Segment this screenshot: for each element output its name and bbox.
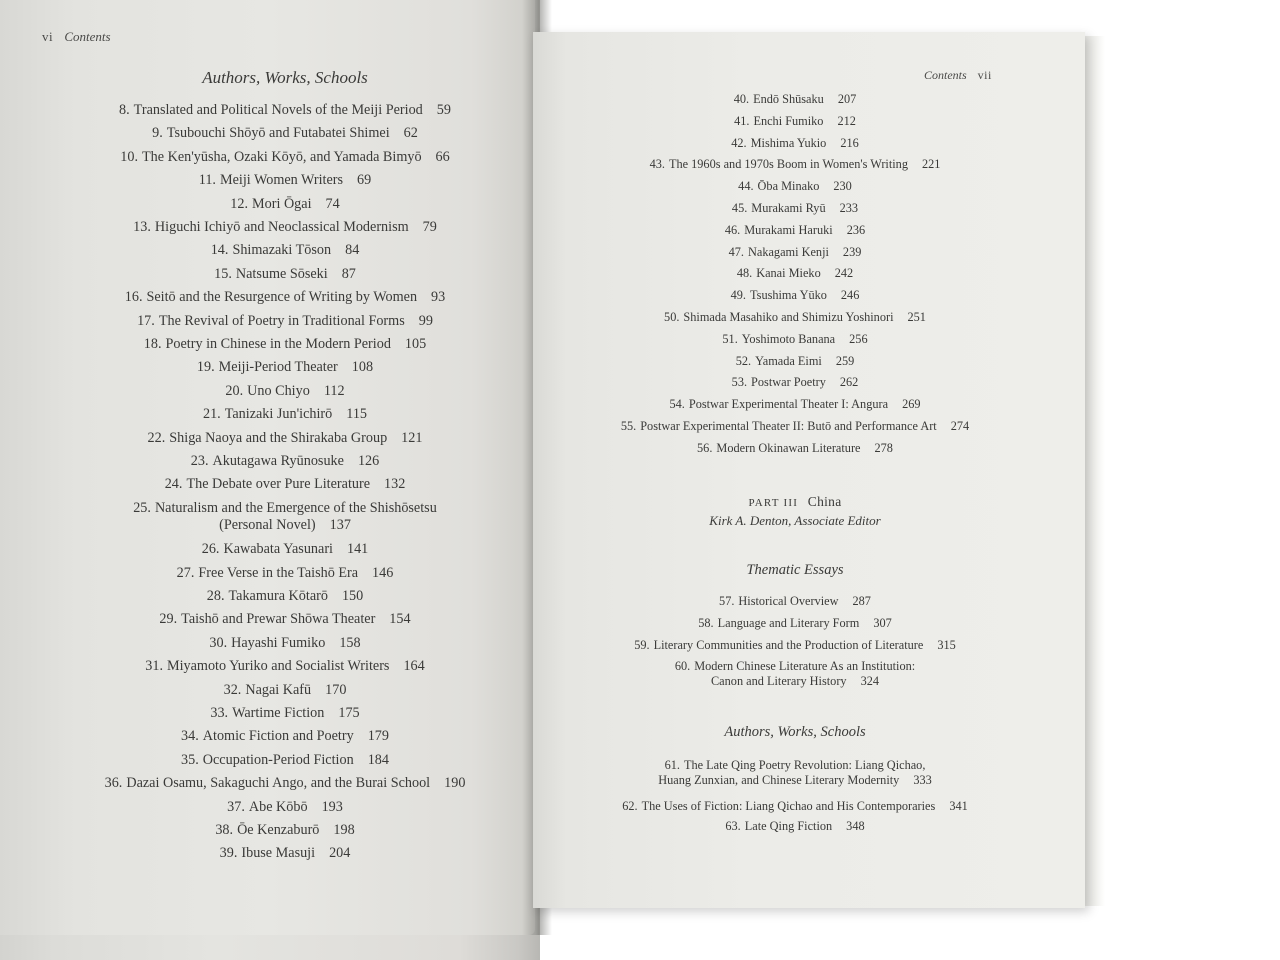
toc-entry bbox=[40, 822, 530, 839]
entry-number: 60. bbox=[674, 659, 691, 674]
entry-title: Endō Shūsaku bbox=[753, 92, 824, 106]
toc-entry bbox=[40, 430, 530, 447]
entry-title: Atomic Fiction and Poetry bbox=[202, 728, 354, 745]
entry-page-number: 150 bbox=[341, 588, 364, 604]
toc-entry bbox=[40, 383, 530, 400]
entry-title: Yamada Eimi bbox=[755, 353, 822, 368]
toc-entry bbox=[40, 565, 530, 582]
entry-page-number: 84 bbox=[345, 242, 360, 259]
toc-entry bbox=[40, 845, 530, 862]
entry-number: 29. bbox=[159, 611, 178, 628]
toc-entry bbox=[40, 102, 530, 119]
entry-number: 44. bbox=[738, 179, 754, 194]
entry-number: 48. bbox=[736, 266, 753, 281]
toc-entry bbox=[580, 223, 1010, 238]
entry-page-number: 274 bbox=[950, 419, 970, 433]
entry-page-number: 87 bbox=[341, 265, 356, 282]
entry-page-number: 216 bbox=[840, 135, 859, 150]
entry-number: 45. bbox=[731, 201, 748, 215]
entry-page-number: 93 bbox=[431, 289, 446, 306]
part-editor: Kirk A. Denton, Associate Editor bbox=[709, 513, 881, 528]
entry-number: 59. bbox=[634, 637, 650, 652]
part-label: PART III bbox=[748, 497, 799, 509]
entry-number: 41. bbox=[734, 113, 750, 128]
entry-number: 33. bbox=[210, 705, 229, 721]
toc-entry bbox=[40, 313, 530, 330]
entry-title: Mishima Yukio bbox=[750, 135, 827, 150]
entry-page-number: 236 bbox=[846, 222, 866, 237]
toc-entry bbox=[40, 658, 530, 675]
entry-number: 24. bbox=[164, 476, 183, 493]
entry-number: 10. bbox=[120, 148, 138, 165]
entry-number: 56. bbox=[697, 440, 713, 455]
entry-page-number: 348 bbox=[846, 819, 865, 833]
entry-number: 34. bbox=[181, 728, 199, 745]
entry-page-number: 239 bbox=[842, 244, 862, 259]
entry-page-number: 132 bbox=[384, 476, 406, 493]
entry-number: 42. bbox=[731, 135, 747, 150]
toc-entry bbox=[40, 149, 530, 166]
entry-title: Kanai Mieko bbox=[756, 266, 821, 281]
toc-entry bbox=[580, 397, 1010, 412]
entry-title: Tsushima Yūko bbox=[750, 288, 827, 303]
toc-entry bbox=[40, 289, 530, 306]
entry-page-number: 287 bbox=[852, 594, 871, 608]
entry-title: Uno Chiyo bbox=[247, 382, 310, 399]
toc-entry bbox=[40, 336, 530, 353]
entry-title: Postwar Experimental Theater II: Butō and Performance Art bbox=[640, 419, 937, 433]
entry-page-number: 269 bbox=[902, 397, 921, 412]
toc-entry bbox=[580, 375, 1010, 390]
entry-page-number: 115 bbox=[346, 406, 368, 423]
entry-title: Kawabata Yasunari bbox=[223, 541, 333, 558]
toc-entry bbox=[40, 611, 530, 628]
entry-number: 9. bbox=[152, 125, 163, 142]
entry-number: 18. bbox=[143, 336, 162, 352]
toc-entry bbox=[580, 616, 1010, 631]
toc-entry bbox=[580, 157, 1010, 172]
toc-entry bbox=[580, 179, 1010, 194]
entry-number: 53. bbox=[731, 375, 748, 390]
toc-entry bbox=[580, 758, 1010, 788]
entry-page-number: 158 bbox=[339, 634, 361, 651]
toc-entry bbox=[580, 310, 1010, 325]
entry-number: 20. bbox=[225, 382, 244, 399]
entry-first-line bbox=[40, 500, 530, 517]
toc-entry bbox=[580, 638, 1010, 653]
entry-page-number: 324 bbox=[860, 674, 880, 689]
entry-title: Taishō and Prewar Shōwa Theater bbox=[181, 611, 376, 628]
toc-entry bbox=[40, 266, 530, 283]
entry-title: The Late Qing Poetry Revolution: Liang Qichao, bbox=[683, 758, 926, 772]
entry-number: 38. bbox=[215, 822, 234, 838]
entry-page-number: 333 bbox=[913, 773, 932, 787]
entry-number: 39. bbox=[219, 845, 238, 862]
toc-entry bbox=[580, 288, 1010, 303]
entry-page-number: 105 bbox=[404, 336, 427, 352]
entry-title-continued: Canon and Literary History bbox=[710, 674, 847, 689]
entry-title: Postwar Poetry bbox=[751, 375, 826, 390]
entry-second-line bbox=[40, 517, 530, 534]
entry-title: Ōba Minako bbox=[757, 179, 820, 194]
entry-page-number: 141 bbox=[346, 541, 369, 558]
entry-page-number: 112 bbox=[323, 382, 345, 399]
entry-title: The 1960s and 1970s Boom in Women's Writing bbox=[668, 157, 908, 172]
entry-number: 47. bbox=[728, 244, 744, 259]
entry-number: 14. bbox=[210, 242, 229, 259]
toc-entry bbox=[580, 201, 1010, 216]
entry-page-number: 69 bbox=[357, 172, 372, 189]
toc-entry bbox=[580, 594, 1010, 609]
entry-title: Natsume Sōseki bbox=[235, 265, 328, 282]
part-heading bbox=[580, 494, 1010, 510]
entry-second-line bbox=[580, 674, 1010, 689]
entry-title: Meiji Women Writers bbox=[219, 172, 344, 189]
entry-number: 40. bbox=[733, 92, 750, 106]
entry-number: 54. bbox=[669, 397, 685, 412]
entry-number: 55. bbox=[620, 419, 637, 433]
toc-entry bbox=[580, 114, 1010, 129]
entry-title: Hayashi Fumiko bbox=[231, 634, 326, 651]
entry-number: 30. bbox=[209, 634, 228, 651]
toc-entry bbox=[580, 799, 1010, 814]
toc-entry bbox=[40, 752, 530, 769]
entry-page-number: 164 bbox=[403, 658, 425, 675]
entry-number: 26. bbox=[201, 541, 220, 558]
entry-number: 31. bbox=[145, 658, 163, 675]
entry-page-number: 137 bbox=[329, 516, 351, 533]
entry-title: Language and Literary Form bbox=[717, 615, 860, 630]
entry-number: 17. bbox=[137, 312, 155, 329]
entry-title-continued: (Personal Novel) bbox=[219, 516, 316, 533]
entry-title: Miyamoto Yuriko and Socialist Writers bbox=[166, 658, 390, 675]
authors-heading: Authors, Works, Schools bbox=[724, 724, 866, 740]
entry-title: Abe Kōbō bbox=[248, 798, 308, 815]
entry-title: Takamura Kōtarō bbox=[228, 588, 328, 604]
entry-title: Akutagawa Ryūnosuke bbox=[212, 453, 344, 469]
left-running-title: Contents bbox=[64, 29, 111, 44]
entry-title: The Debate over Pure Literature bbox=[186, 476, 370, 493]
toc-entry bbox=[40, 541, 530, 558]
entry-title: The Uses of Fiction: Liang Qichao and His Contemporaries bbox=[641, 798, 936, 813]
entry-page-number: 251 bbox=[907, 310, 926, 324]
entry-page-number: 121 bbox=[401, 429, 423, 446]
entry-title: Free Verse in the Taishō Era bbox=[198, 564, 359, 581]
entry-number: 8. bbox=[119, 102, 130, 118]
toc-entry bbox=[40, 500, 530, 534]
entry-page-number: 108 bbox=[351, 359, 374, 376]
toc-entry bbox=[40, 799, 530, 816]
entry-number: 27. bbox=[176, 564, 195, 581]
entry-page-number: 154 bbox=[389, 611, 411, 628]
entry-page-number: 256 bbox=[849, 331, 868, 346]
entry-number: 15. bbox=[214, 265, 232, 282]
entry-number: 11. bbox=[198, 172, 216, 189]
entry-page-number: 278 bbox=[874, 440, 893, 455]
entry-number: 62. bbox=[622, 798, 638, 813]
right-page-edge bbox=[1083, 36, 1105, 906]
entry-title: Postwar Experimental Theater I: Angura bbox=[688, 397, 889, 412]
entry-page-number: 341 bbox=[949, 798, 968, 813]
toc-entry bbox=[40, 775, 530, 792]
entry-page-number: 230 bbox=[833, 179, 852, 194]
toc-entry bbox=[580, 819, 1010, 834]
entry-page-number: 246 bbox=[840, 288, 860, 303]
entry-title: Wartime Fiction bbox=[232, 705, 325, 721]
part-title: China bbox=[807, 494, 842, 509]
entry-page-number: 204 bbox=[329, 845, 351, 862]
toc-entry bbox=[40, 682, 530, 699]
entry-number: 32. bbox=[223, 681, 242, 698]
entry-page-number: 66 bbox=[435, 148, 450, 165]
entry-number: 22. bbox=[147, 429, 166, 446]
entry-title: Murakami Ryū bbox=[751, 201, 826, 215]
toc-entry bbox=[40, 172, 530, 189]
entry-number: 61. bbox=[664, 758, 680, 772]
toc-entry bbox=[40, 125, 530, 142]
entry-title: Shimazaki Tōson bbox=[232, 242, 332, 259]
entry-number: 21. bbox=[202, 406, 221, 423]
entry-number: 46. bbox=[724, 222, 741, 237]
entry-title: Modern Chinese Literature As an Institution: bbox=[694, 659, 916, 674]
entry-title-continued: Huang Zunxian, and Chinese Literary Modernity bbox=[658, 773, 900, 787]
entry-title: Ōe Kenzaburō bbox=[237, 822, 320, 838]
entry-title: Translated and Political Novels of the Meiji Period bbox=[133, 102, 423, 118]
toc-entry bbox=[40, 359, 530, 376]
entry-page-number: 179 bbox=[367, 728, 389, 745]
entry-title: Naturalism and the Emergence of the Shishōsetsu bbox=[154, 499, 437, 516]
entry-title: Occupation-Period Fiction bbox=[202, 751, 354, 768]
toc-entry bbox=[580, 245, 1010, 260]
entry-title: Enchi Fumiko bbox=[753, 113, 824, 128]
entry-page-number: 74 bbox=[325, 195, 340, 212]
entry-page-number: 212 bbox=[837, 113, 856, 128]
entry-number: 19. bbox=[196, 359, 215, 376]
toc-entry bbox=[580, 92, 1010, 107]
entry-page-number: 99 bbox=[418, 312, 433, 329]
entry-page-number: 207 bbox=[837, 92, 857, 106]
toc-entry bbox=[40, 242, 530, 259]
entry-title: Historical Overview bbox=[738, 594, 839, 608]
toc-entry bbox=[580, 419, 1010, 434]
entry-number: 58. bbox=[698, 615, 714, 630]
toc-entry bbox=[40, 453, 530, 470]
toc-entry bbox=[580, 441, 1010, 456]
entry-number: 63. bbox=[725, 819, 741, 833]
toc-entry bbox=[580, 332, 1010, 347]
entry-number: 25. bbox=[133, 499, 151, 516]
entry-title: Dazai Osamu, Sakaguchi Ango, and the Burai School bbox=[126, 775, 431, 792]
entry-number: 51. bbox=[722, 331, 738, 346]
toc-entry bbox=[580, 659, 1010, 689]
entry-page-number: 146 bbox=[372, 564, 394, 581]
entry-page-number: 184 bbox=[367, 751, 389, 768]
entry-number: 37. bbox=[227, 798, 245, 815]
entry-page-number: 307 bbox=[873, 615, 892, 630]
toc-entry bbox=[40, 406, 530, 423]
entry-page-number: 175 bbox=[338, 705, 360, 721]
right-running-head bbox=[924, 68, 992, 83]
entry-page-number: 126 bbox=[357, 453, 380, 469]
entry-page-number: 221 bbox=[921, 157, 941, 172]
toc-entry bbox=[40, 588, 530, 605]
entry-title: Nagai Kafū bbox=[245, 681, 312, 698]
right-folio: vii bbox=[977, 68, 992, 82]
entry-first-line bbox=[580, 758, 1010, 773]
entry-page-number: 315 bbox=[937, 637, 956, 652]
entry-number: 23. bbox=[190, 453, 209, 469]
toc-entry bbox=[580, 136, 1010, 151]
entry-first-line bbox=[580, 659, 1010, 674]
entry-number: 49. bbox=[730, 288, 746, 303]
entry-title: Late Qing Fiction bbox=[744, 819, 833, 833]
entry-page-number: 242 bbox=[834, 266, 854, 281]
entry-number: 12. bbox=[230, 195, 249, 212]
entry-title: Meiji-Period Theater bbox=[218, 359, 338, 376]
entry-title: Mori Ōgai bbox=[252, 195, 312, 212]
entry-page-number: 262 bbox=[839, 375, 859, 390]
toc-entry bbox=[580, 354, 1010, 369]
section-heading: Authors, Works, Schools bbox=[202, 68, 368, 87]
entry-page-number: 62 bbox=[403, 125, 418, 142]
toc-entry bbox=[40, 476, 530, 493]
entry-title: Higuchi Ichiyō and Neoclassical Modernism bbox=[154, 219, 409, 235]
entry-page-number: 190 bbox=[444, 775, 466, 792]
entry-page-number: 79 bbox=[422, 219, 437, 235]
entry-title: Ibuse Masuji bbox=[241, 845, 316, 862]
entry-number: 13. bbox=[133, 219, 151, 235]
toc-entry bbox=[40, 705, 530, 722]
entry-title: Poetry in Chinese in the Modern Period bbox=[165, 336, 391, 352]
thematic-heading: Thematic Essays bbox=[746, 562, 844, 578]
entry-number: 35. bbox=[181, 751, 199, 768]
entry-title: Shimada Masahiko and Shimizu Yoshinori bbox=[683, 310, 894, 324]
entry-page-number: 233 bbox=[839, 201, 859, 215]
entry-title: Tsubouchi Shōyō and Futabatei Shimei bbox=[166, 125, 390, 142]
entry-page-number: 193 bbox=[321, 798, 343, 815]
toc-entry bbox=[40, 635, 530, 652]
entry-title: The Revival of Poetry in Traditional Forms bbox=[158, 312, 405, 329]
entry-page-number: 170 bbox=[325, 681, 347, 698]
entry-title: Literary Communities and the Production of Literature bbox=[653, 637, 924, 652]
entry-title: Murakami Haruki bbox=[744, 222, 833, 237]
entry-page-number: 59 bbox=[436, 102, 451, 118]
toc-entry bbox=[40, 728, 530, 745]
entry-title: Nakagami Kenji bbox=[747, 244, 829, 259]
entry-number: 36. bbox=[104, 775, 123, 792]
toc-entry bbox=[40, 219, 530, 236]
toc-entry bbox=[40, 196, 530, 213]
entry-second-line bbox=[580, 773, 1010, 788]
entry-number: 52. bbox=[735, 353, 752, 368]
toc-entry bbox=[580, 266, 1010, 281]
entry-number: 50. bbox=[664, 310, 680, 324]
entry-page-number: 198 bbox=[333, 822, 355, 838]
entry-number: 28. bbox=[206, 588, 225, 604]
entry-title: Tanizaki Jun'ichirō bbox=[224, 406, 333, 423]
entry-page-number: 259 bbox=[835, 353, 855, 368]
entry-title: Shiga Naoya and the Shirakaba Group bbox=[169, 429, 388, 446]
entry-title: Modern Okinawan Literature bbox=[716, 440, 861, 455]
entry-title: Yoshimoto Banana bbox=[741, 331, 836, 346]
left-running-head bbox=[42, 29, 111, 45]
entry-title: The Ken'yūsha, Ozaki Kōyō, and Yamada Bimyō bbox=[141, 148, 422, 165]
entry-number: 43. bbox=[649, 157, 665, 172]
entry-number: 16. bbox=[124, 289, 143, 306]
entry-title: Seitō and the Resurgence of Writing by Women bbox=[146, 289, 418, 306]
right-running-title: Contents bbox=[924, 68, 967, 82]
entry-number: 57. bbox=[719, 594, 735, 608]
left-folio: vi bbox=[42, 29, 54, 44]
